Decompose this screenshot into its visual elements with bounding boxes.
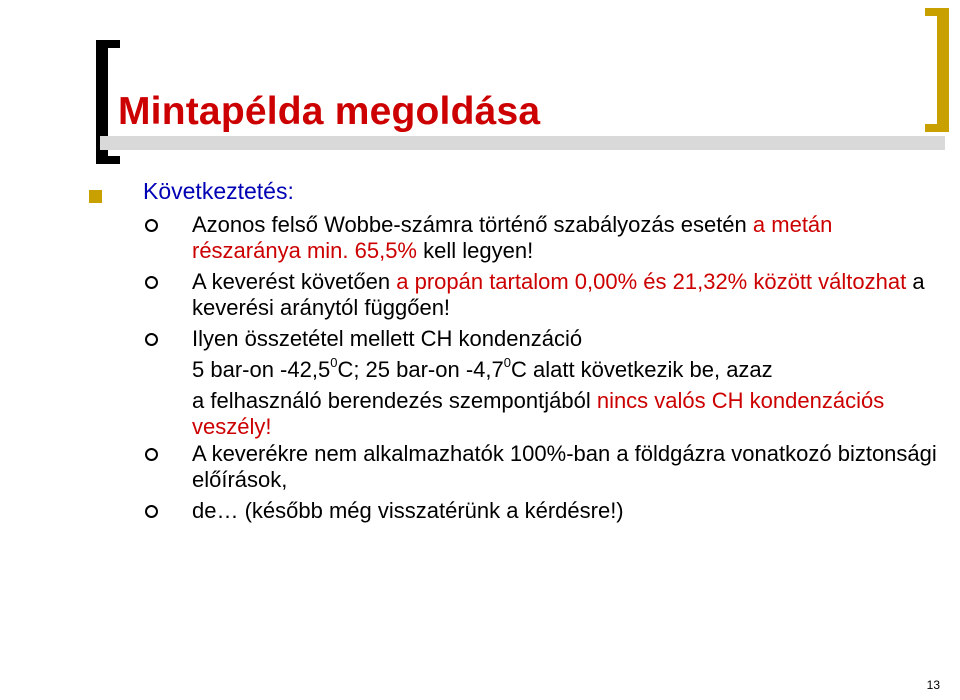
item-text: C; 25 bar-on -4,7	[337, 357, 504, 382]
slide-title: Mintapélda megoldása	[118, 90, 541, 133]
item-text: a felhasználó berendezés szempontjából	[192, 388, 597, 413]
item-text: A keverést követően	[192, 269, 397, 294]
square-bullet-icon	[89, 190, 102, 203]
title-rule	[100, 136, 945, 150]
circle-bullet-icon	[145, 448, 158, 461]
item-text: de… (később még visszatérünk a kérdésre!)	[192, 498, 624, 523]
item-text: C alatt következik be, azaz	[510, 357, 773, 382]
item-text: a keverési aránytól függően!	[192, 269, 925, 320]
circle-bullet-icon	[145, 505, 158, 518]
superscript: 0	[330, 354, 338, 370]
section-heading: Következtetés:	[143, 178, 294, 204]
item-highlight: a metán részaránya min. 65,5%	[192, 212, 833, 263]
item-text: Ilyen összetétel mellett CH kondenzáció	[192, 326, 583, 351]
item-text: kell legyen!	[417, 238, 534, 263]
item-highlight: a propán tartalom 0,00% és 21,32% között változhat	[396, 269, 907, 294]
item-highlight: nincs valós CH kondenzációs veszély!	[192, 388, 885, 439]
item-text: 5 bar-on -42,5	[192, 357, 331, 382]
item-text: A keverékre nem alkalmazhatók 100%-ban a földgázra vonatkozó biztonsági előírások,	[192, 441, 937, 492]
superscript: 0	[503, 354, 511, 370]
item-text: Azonos felső Wobbe-számra történő szabályozás esetén	[192, 212, 753, 237]
circle-bullet-icon	[145, 276, 158, 289]
circle-bullet-icon	[145, 333, 158, 346]
page-number: 13	[926, 678, 940, 692]
circle-bullet-icon	[145, 219, 158, 232]
